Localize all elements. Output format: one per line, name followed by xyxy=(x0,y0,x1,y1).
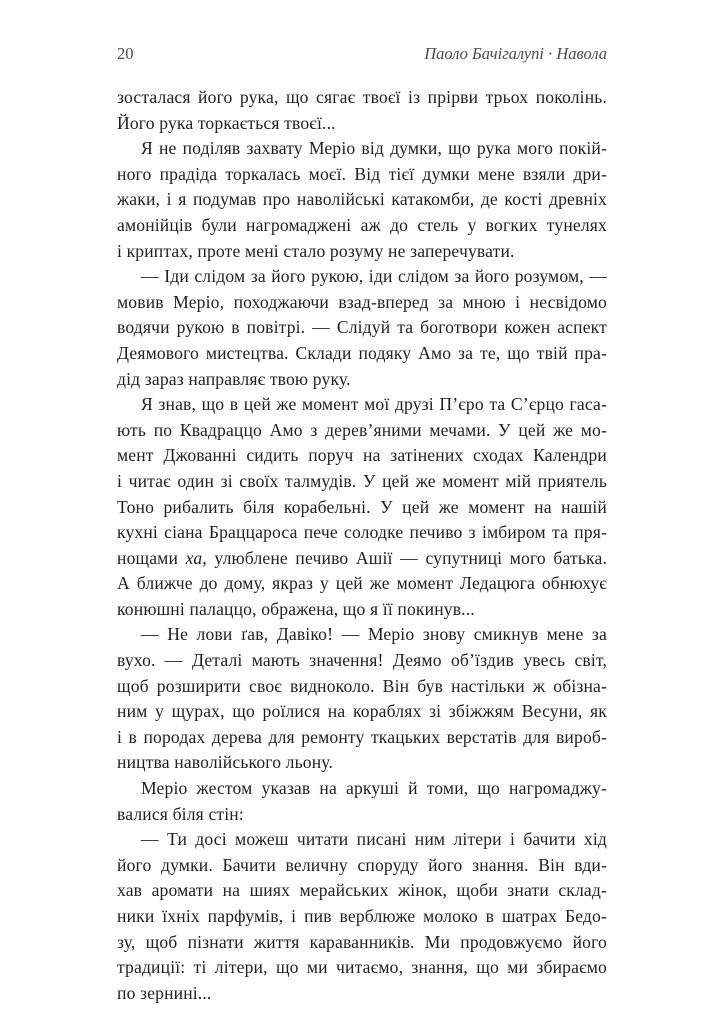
running-head: Паоло Бачігалупі · Навола xyxy=(424,44,607,63)
text-line: — Іди слідом за його рукою, іди слідом за його розумом, — xyxy=(141,266,607,287)
text-line: ним у щурах, що роїлися на кораблях зі збіжжям Весуни, як xyxy=(117,701,607,722)
text-line: Я знав, що в цей же момент мої друзі П’єро та С’єрцо гаса- xyxy=(141,394,607,415)
text-line: традиції: ті літери, що ми читаємо, знання, що ми збираємо xyxy=(117,957,607,978)
text-line: валися біля стін: xyxy=(117,803,244,824)
text-line: Деямового мистецтва. Склади подяку Амо за те, що твій пра- xyxy=(117,342,607,363)
text-line: ники їхніх парфумів, і пив верблюже молоко в шатрах Бедо- xyxy=(117,906,607,926)
text-line: і криптах, проте мені стало розуму не заперечувати. xyxy=(117,240,515,261)
text-line: мовив Меріо, походжаючи взад-вперед за мною і несвідомо xyxy=(117,291,607,312)
text-line: кухні сіана Браццароса пече солодке печиво з імбиром та пря- xyxy=(117,522,607,543)
text-line: конюшні палаццо, ображена, що я її покинув... xyxy=(117,598,475,619)
text-line: ють по Квадраццо Амо з дерев’яними мечами. У цей же мо- xyxy=(117,419,607,440)
text-line: і читає один зі своїх талмудів. У цей же момент мій приятель xyxy=(117,470,607,491)
text-line: мент Джованні сидить поруч на затінених сходах Календри xyxy=(117,445,607,466)
text-line: ництва наволійського льону. xyxy=(117,752,334,773)
text-line: Я не поділяв захвату Меріо від думки, що рука мого покій- xyxy=(141,138,607,159)
text-line: ного прадіда торкалась моєї. Від тієї думки мене взяли дри- xyxy=(117,163,607,184)
text-line: зу, щоб пізнати життя караванників. Ми продовжуємо його xyxy=(117,931,607,952)
page-header xyxy=(117,44,607,66)
text-line: дід зараз направляє твою руку. xyxy=(117,368,351,389)
text-line: зосталася його рука, що сягає твоєї із прірви трьох поколінь. xyxy=(117,87,607,107)
text-line: А ближче до дому, якраз у цей же момент Ледацюга обнюхує xyxy=(117,573,607,594)
text-line: його думки. Бачити величну споруду його знання. Він вди- xyxy=(117,854,607,875)
text-line: Його рука торкається твоєї... xyxy=(117,112,336,133)
text-line: — Ти досі можеш читати писані ним літери і бачити хід xyxy=(141,829,607,850)
text-line: Тоно рибалить біля корабельні. У цей же момент на нашій xyxy=(117,496,607,517)
text-line: вухо. — Деталі мають значення! Деямо об’їздив увесь світ, xyxy=(117,650,607,671)
text-line: амонійців були нагромаджені аж до стель у вогких тунелях xyxy=(117,214,607,235)
text-line: і в породах дерева для ремонту ткацьких верстатів для вироб- xyxy=(117,726,607,747)
text-line: жаки, і я подумав про наволійські катакомби, де кості древніх xyxy=(117,189,607,210)
italic-word: ха xyxy=(185,547,203,568)
text-line: щоб розширити своє видноколо. Він був настільки ж обізна- xyxy=(117,675,607,696)
text-line: хав аромати на шиях мерайських жінок, щоби знати склад- xyxy=(117,880,607,901)
body-text xyxy=(117,85,607,1006)
page-number: 20 xyxy=(117,44,134,63)
text-line: водячи рукою в повітрі. — Слідуй та боготвори кожен аспект xyxy=(117,317,607,338)
text-line: Меріо жестом указав на аркуші й томи, що нагромаджу- xyxy=(141,778,607,799)
text-line: — Не лови ґав, Давіко! — Меріо знову смикнув мене за xyxy=(141,624,607,645)
text-line: нощами ха, улюблене печиво Ашії — супутниці мого батька. xyxy=(117,547,607,568)
text-line: по зернині... xyxy=(117,982,212,1003)
